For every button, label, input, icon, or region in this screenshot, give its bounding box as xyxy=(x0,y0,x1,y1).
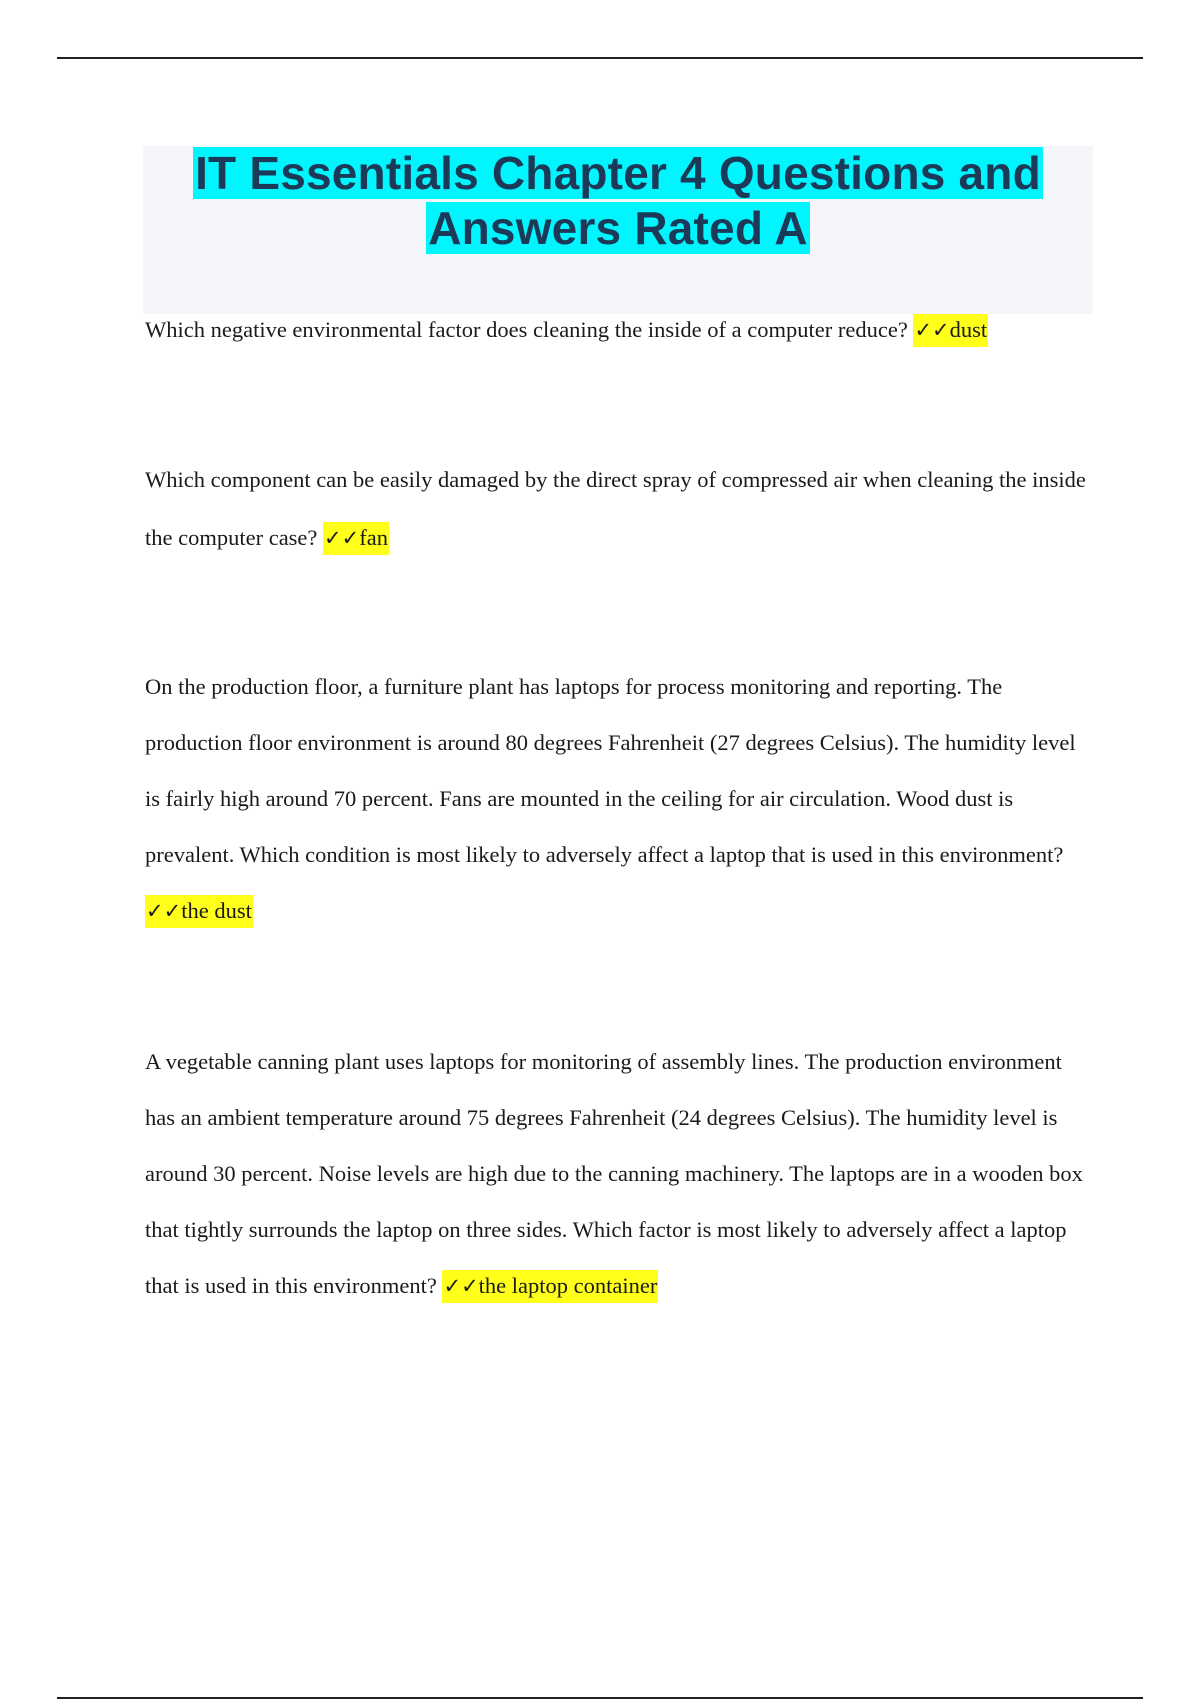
answer-3-text: the dust xyxy=(181,898,252,923)
check-icon: ✓✓ xyxy=(146,899,182,923)
answer-3 xyxy=(145,895,253,928)
answer-2 xyxy=(323,522,389,555)
answer-2-text: fan xyxy=(359,525,388,550)
top-rule xyxy=(57,57,1143,59)
title-box xyxy=(143,146,1093,314)
check-icon: ✓✓ xyxy=(914,318,950,342)
question-4-text: A vegetable canning plant uses laptops for monitoring of assembly lines. The production environment has an ambient temperature around 75 degrees Fahrenheit (24 degrees Celsius). The humidity level is around 30 percent. Noise levels are high due to the canning machinery. The laptops are in a wooden box that tightly surrounds the laptop on three sides. Which factor is most likely to adversely affect a laptop that is used in this environment? xyxy=(145,1049,1083,1298)
title-highlight: IT Essentials Chapter 4 Questions and Answers Rated A xyxy=(195,147,1041,254)
bottom-rule xyxy=(57,1697,1143,1699)
answer-4 xyxy=(442,1270,658,1303)
answer-4-text: the laptop container xyxy=(478,1273,658,1298)
question-1 xyxy=(145,302,1095,358)
answer-1-text: dust xyxy=(949,317,988,342)
question-4 xyxy=(145,1034,1095,1314)
check-icon: ✓✓ xyxy=(443,1274,479,1298)
check-icon: ✓✓ xyxy=(324,526,360,550)
page-title xyxy=(143,146,1093,256)
question-3 xyxy=(145,659,1095,939)
answer-1 xyxy=(913,314,988,347)
question-2-text: Which component can be easily damaged by the direct spray of compressed air when cleaning the inside the computer case? xyxy=(145,467,1086,550)
question-1-text: Which negative environmental factor does cleaning the inside of a computer reduce? xyxy=(145,317,914,342)
question-2 xyxy=(145,451,1095,567)
question-3-text: On the production floor, a furniture plant has laptops for process monitoring and reporting. The production floor environment is around 80 degrees Fahrenheit (27 degrees Celsius). The humidity level is fairly high around 70 percent. Fans are mounted in the ceiling for air circulation. Wood dust is prevalent. Which condition is most likely to adversely affect a laptop that is used in this environment? xyxy=(145,674,1076,867)
